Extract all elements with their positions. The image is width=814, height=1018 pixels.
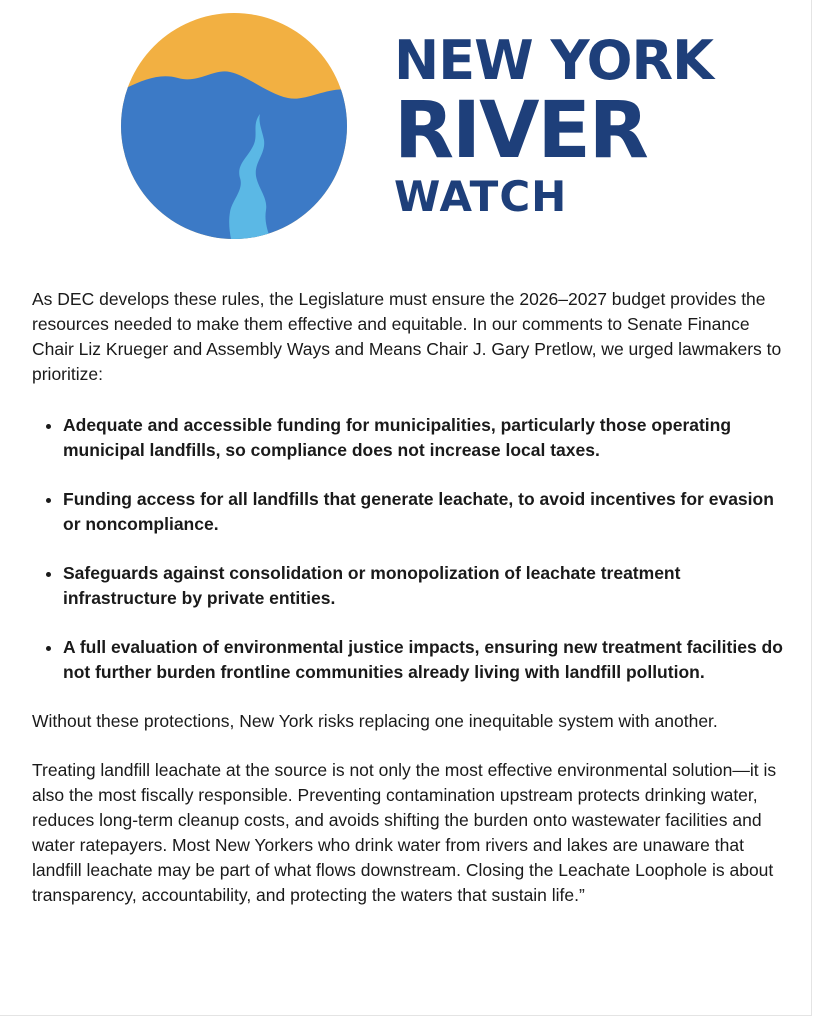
intro-paragraph: As DEC develops these rules, the Legislature must ensure the 2026–2027 budget provides the resources needed to make them effective and equitable. In our comments to Senate Finance Chair Liz Krueger and Assembly Ways and Means Chair J. Gary Pretlow, we urged lawmakers to prioritize:	[32, 289, 782, 384]
priority-list	[32, 413, 792, 685]
wordmark-line-2: RIVER	[394, 86, 647, 176]
list-item: • A full evaluation of environmental justice impacts, ensuring new treatment facilities do not further burden frontline communities already living with landfill pollution.	[63, 635, 792, 685]
article-body	[32, 287, 792, 908]
warning-paragraph: Without these protections, New York risks replacing one inequitable system with another.	[32, 711, 718, 731]
list-item: • Adequate and accessible funding for municipalities, particularly those operating municipal landfills, so compliance does not increase local taxes.	[63, 413, 792, 463]
wordmark-line-3: WATCH	[394, 172, 568, 221]
closing-paragraph: Treating landfill leachate at the source is not only the most effective environmental solution—it is also the most fiscally responsible. Preventing contamination upstream protects drinking water, reduces long-term cleanup costs, and avoids shifting the burden onto wastewater facilities and water ratepayers. Most New Yorkers who drink water from rivers and lakes are unaware that landfill leachate may be part of what flows downstream. Closing the Leachate Loophole is about transparency, accountability, and protecting the waters that sustain life.”	[32, 760, 777, 905]
logo	[118, 12, 718, 244]
list-item: • Funding access for all landfills that generate leachate, to avoid incentives for evasion or noncompliance.	[63, 487, 792, 537]
wordmark	[394, 29, 713, 221]
river-logo-icon	[118, 12, 350, 242]
list-item: • Safeguards against consolidation or monopolization of leachate treatment infrastructure by private entities.	[63, 561, 792, 611]
wordmark-line-1: NEW YORK	[394, 29, 713, 92]
